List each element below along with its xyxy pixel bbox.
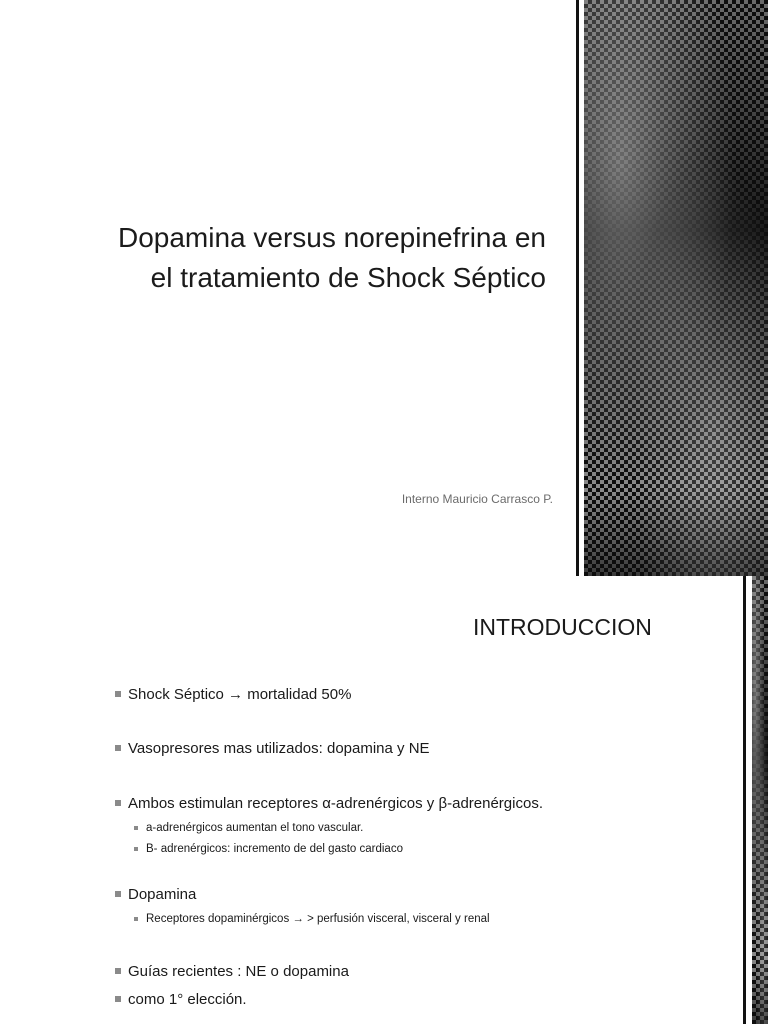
- bullet-item: Vasopresores mas utilizados: dopamina y NE: [128, 740, 430, 757]
- intro-slide: [0, 576, 768, 1024]
- panel-divider: [576, 0, 579, 576]
- carbon-fiber-panel: [584, 0, 768, 576]
- bullet-item: Dopamina: [128, 886, 197, 903]
- slide-heading: INTRODUCCION: [473, 614, 652, 640]
- bullet-item: Guías recientes : NE o dopamina: [128, 963, 349, 980]
- sub-bullet-item: Receptores dopaminérgicos → > perfusión visceral, visceral y renal: [146, 913, 490, 925]
- sub-bullet-item: a-adrenérgicos aumentan el tono vascular.: [146, 822, 364, 834]
- slide-title-line-2: el tratamiento de Shock Séptico: [150, 262, 546, 293]
- bullet-item: Ambos estimulan receptores α-adrenérgicos y β-adrenérgicos.: [128, 795, 543, 812]
- panel-divider: [743, 576, 746, 1024]
- slide-title-line-1: Dopamina versus norepinefrina en: [117, 222, 546, 253]
- sub-bullet-item: B- adrenérgicos: incremento de del gasto cardiaco: [146, 843, 403, 855]
- slide-title: [30, 218, 546, 298]
- bullet-item: Shock Séptico → mortalidad 50%: [128, 686, 352, 703]
- author-subtitle: Interno Mauricio Carrasco P.: [401, 492, 553, 506]
- bullet-item: como 1° elección.: [128, 991, 247, 1008]
- carbon-fiber-panel: [752, 576, 768, 1024]
